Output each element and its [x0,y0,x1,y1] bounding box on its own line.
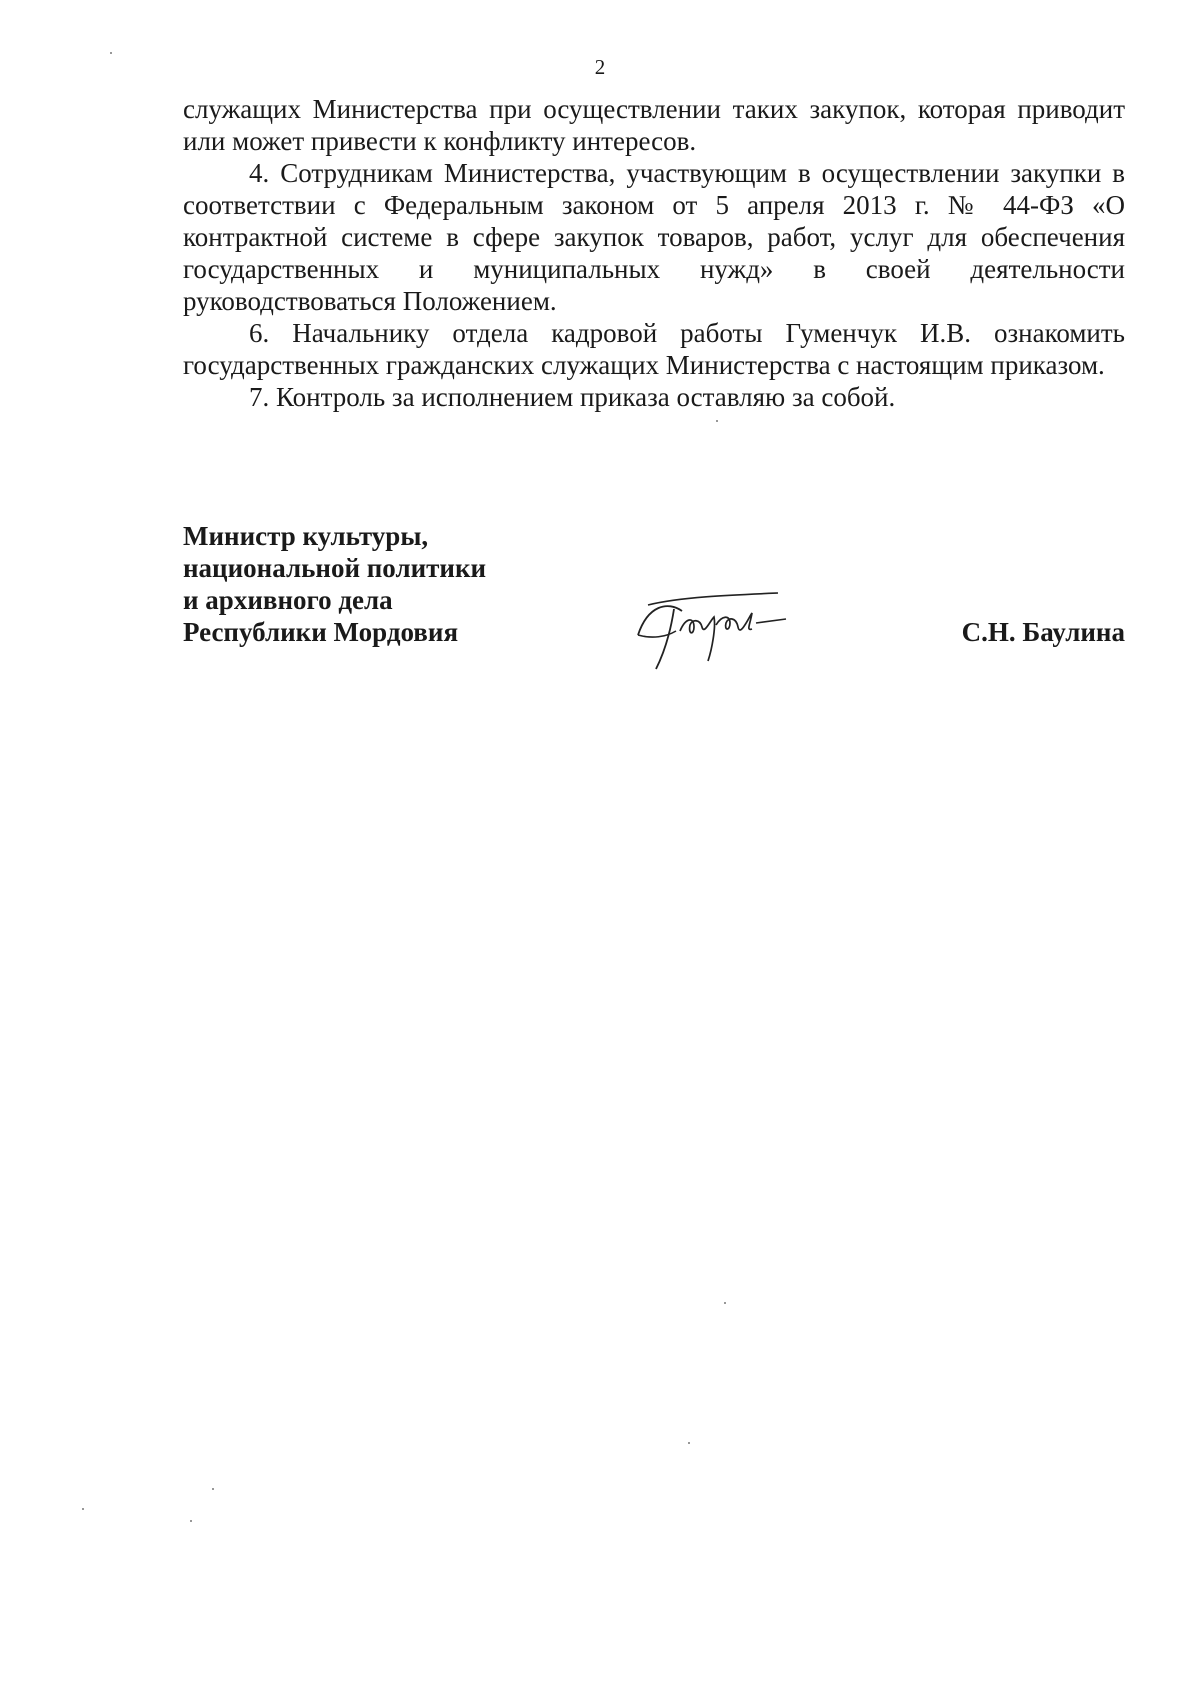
signer-title-line: Министр культуры, [183,521,429,551]
paragraph-item-4: 4. Сотрудникам Министерства, участвующим в осуществлении закупки в соответствии с Федеральным законом от 5 апреля 2013 г. № 44-ФЗ «О контрактной системе в сфере закупок товаров, работ, услуг для обеспечения государственных и муниципальных нужд» в своей деятельности руководствоваться Положением. [183,158,1125,316]
document-body [183,93,1125,413]
signer-title-line: национальной политики [183,553,487,583]
signer-title-line: Республики Мордовия [183,617,459,647]
scan-speck [688,1442,690,1444]
paragraph-item-7: 7. Контроль за исполнением приказа оставляю за собой. [249,382,896,412]
scan-speck [212,1488,214,1490]
scan-speck [716,420,718,422]
page-number: 2 [594,55,606,79]
scan-speck [190,1520,192,1522]
signer-title-line: и архивного дела [183,585,393,615]
paragraph-continuation: служащих Министерства при осуществлении таких закупок, которая приводит или может привести к конфликту интересов. [183,94,1125,156]
paragraph-item-6: 6. Начальнику отдела кадровой работы Гуменчук И.В. ознакомить государственных гражданских служащих Министерства с настоящим приказом. [183,318,1125,380]
signer-name: С.Н. Баулина [961,617,1125,647]
signature-block [183,520,1125,660]
scan-speck [110,52,112,54]
signer-title [183,520,486,648]
scan-speck [82,1508,84,1510]
handwritten-signature [630,565,790,675]
scan-speck [724,1302,726,1304]
